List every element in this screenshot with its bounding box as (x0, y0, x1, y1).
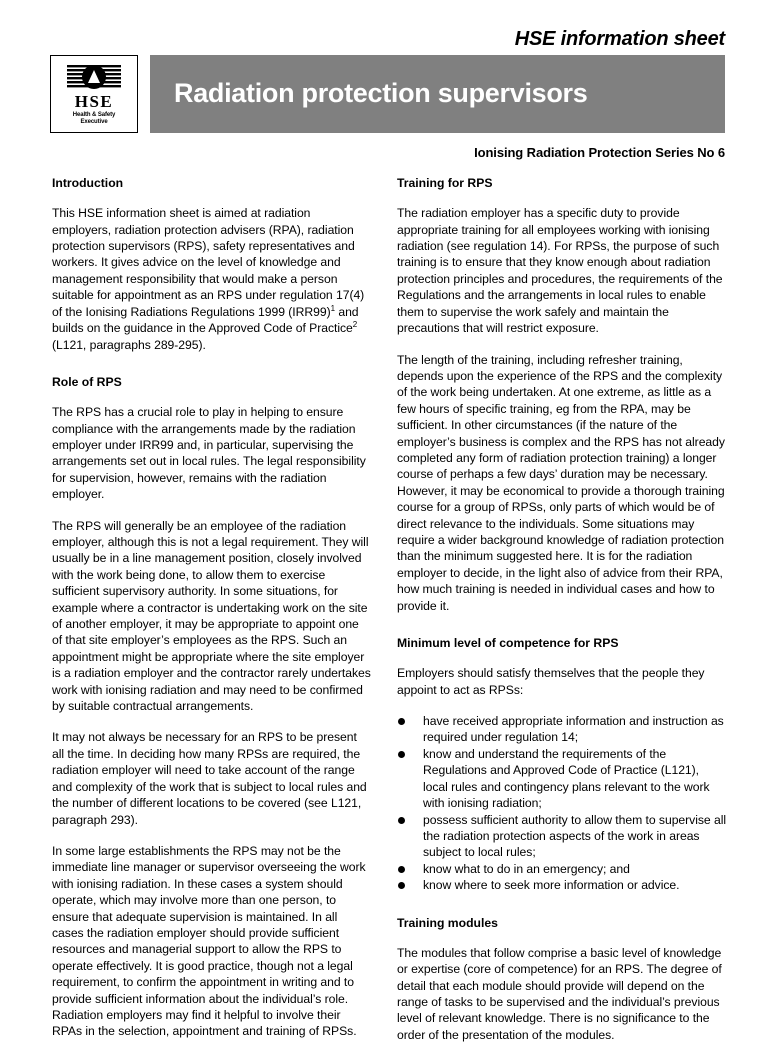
role-paragraph-3: It may not always be necessary for an RPS to be present all the time. In deciding how many RPSs are required, the radiation employer will need to take account of the range and complexity of the work that is subject to local rules and the number of different locations to be covered (see L121, paragraph 293). (52, 730, 367, 827)
introduction-text-part1: This HSE information sheet is aimed at radiation employers, radiation protection advisers (RPA), radiation protection supervisors (RPS), safety representatives and workers. It gives advice on the level of knowledge and management responsibility that would make a person suitable for appointment as an RPS under regulation 17(4) of the Ionising Radiations Regulations 1999 (IRR99) (52, 206, 365, 319)
heading-training-for-rps: Training for RPS (397, 176, 493, 190)
series-subtitle: Ionising Radiation Protection Series No 6 (474, 145, 725, 160)
right-column (397, 176, 727, 1043)
list-item-label: know what to do in an emergency; and (423, 861, 630, 876)
training-paragraph-1: The radiation employer has a specific duty to provide appropriate training for all employees working with ionising radiation (see regulation 14). For RPSs, the purpose of such training is to ensure that they know enough about radiation protection principles and procedures, the requirements of the Regulations and the arrangements in local rules to enable them to supervise the work safely and maintain the precautions that will restrict exposure. (397, 206, 723, 336)
list-item (397, 861, 727, 877)
introduction-paragraph (52, 205, 372, 353)
role-paragraph-2: The RPS will generally be an employee of the radiation employer, although this is not a legal requirement. They will usually be in a line management position, closely involved with the work being done, to allow them to exercise sufficient supervisory authority. In some situations, for example where a contractor is undertaking work on the site of another employer, it may be appropriate to appoint one of that site employer’s employees as the RPS. Such an appointment might be appropriate where the site employer is a radiation employer and the contractor rarely undertakes work with ionising radiation and may need to be confirmed by suitable contractual arrangements. (52, 518, 371, 714)
list-item-label: have received appropriate information and instruction as required under regulation 14; (423, 714, 724, 745)
header-banner-row (50, 55, 725, 133)
bullet-icon (398, 882, 405, 889)
heading-introduction: Introduction (52, 176, 124, 190)
list-item (397, 713, 727, 746)
bullet-icon (398, 866, 405, 873)
introduction-text-part2: and builds on the guidance in the Approved Code of Practice (52, 304, 359, 336)
masthead (50, 28, 725, 50)
bullet-icon (398, 817, 405, 824)
hse-logo-wordmark: HSE (74, 92, 114, 112)
footnote-marker-2: 2 (352, 320, 358, 330)
heading-role-of-rps: Role of RPS (52, 374, 122, 389)
hse-logo-subtitle-line2: Executive (80, 118, 108, 126)
list-item-label: know and understand the requirements of the Regulations and Approved Code of Practice (L121), local rules and contingency plans relevant to the work with ionising radiation; (423, 746, 710, 811)
masthead-title: HSE information sheet (514, 28, 725, 50)
list-item-label: know where to seek more information or advice. (423, 878, 680, 893)
competence-intro: Employers should satisfy themselves that the people they appoint to act as RPSs: (397, 666, 705, 697)
list-item (397, 746, 727, 812)
hse-logo-subtitle-line1: Health & Safety (72, 111, 116, 119)
left-column (52, 176, 372, 1040)
training-paragraph-2: The length of the training, including refresher training, depends upon the experience of the RPS and the complexity of the work being undertaken. At one extreme, as little as a few hours of specific training, eg from the RPA, may be sufficient. In other circumstances (if the nature of the employer’s business is complex and the RPS has not already completed any form of radiation protection training) a longer course of perhaps a few days’ duration may be necessary. However, it may be economical to provide a thorough training course for a group of RPSs, only parts of which would be of direct relevance to the individuals. Some situations may require a wider background knowledge of radiation protection than the minimum suggested here. It is for the radiation employer to decide, in the light also of advice from their RPA, how much training is needed in individual cases and how to provide it. (397, 352, 725, 613)
document-title: Radiation protection supervisors (174, 78, 588, 109)
hse-logo-mark-icon (65, 64, 123, 92)
role-paragraph-1: The RPS has a crucial role to play in helping to ensure compliance with the arrangements made by the radiation employer under IRR99 and, in particular, supervising the arrangements set out in local rules. The legal responsibility for supervision, however, remains with the radiation employer. (52, 405, 366, 502)
title-banner (150, 55, 725, 133)
list-item (397, 812, 727, 861)
heading-training-modules: Training modules (397, 915, 498, 930)
role-paragraph-4: In some large establishments the RPS may not be the immediate line manager or supervisor overseeing the work with ionising radiation. In these cases a system should operate, which may involve more than one person, to ensure that adequate supervision is maintained. In all cases the radiation employer should provide sufficient resources and managerial support to allow the RPS to operate effectively. It is good practice, though not a legal requirement, to confirm the appointment in writing and to provide sufficient information about the individual’s role. Radiation employers may find it helpful to involve their RPAs in the selection, appointment and training of RPSs. (52, 843, 366, 1039)
training-modules-paragraph: The modules that follow comprise a basic level of knowledge or expertise (core of competence) for an RPS. The degree of detail that each module should provide will depend on the range of tasks to be supervised and the individual’s previous level of relevant knowledge. There is no significance to the order of the presentation of the modules. (397, 945, 722, 1042)
competence-bullet-list (397, 713, 727, 893)
list-item (397, 877, 727, 893)
introduction-text-part3: (L121, paragraphs 289-295). (52, 337, 206, 352)
bullet-icon (398, 751, 405, 758)
bullet-icon (398, 718, 405, 725)
list-item-label: possess sufficient authority to allow them to supervise all the radiation protection aspects of the work in areas subject to local rules; (423, 812, 727, 860)
footnote-marker-1: 1 (330, 303, 336, 313)
heading-minimum-competence: Minimum level of competence for RPS (397, 636, 619, 650)
hse-logo (50, 55, 138, 133)
